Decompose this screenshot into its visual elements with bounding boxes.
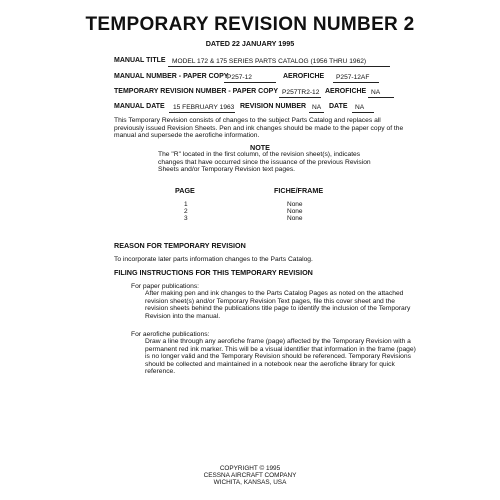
aerofiche-label: AEROFICHE bbox=[283, 73, 325, 80]
date-label: DATE bbox=[329, 103, 348, 110]
tr-aerofiche-label: AEROFICHE bbox=[325, 88, 367, 95]
aerofiche-underline bbox=[333, 82, 379, 83]
intro-paragraph: This Temporary Revision consists of changes to the subject Parts Catalog and replaces all previously issued Revision Sheets. Pen and ink changes should be made to the paper copy of the manual and supersede the aerofiche information. bbox=[114, 117, 404, 140]
filing-heading: FILING INSTRUCTIONS FOR THIS TEMPORARY REVISION bbox=[114, 268, 313, 277]
revision-number-value: NA bbox=[312, 103, 322, 111]
company-line: CESSNA AIRCRAFT COMPANY bbox=[203, 472, 297, 479]
manual-number-underline bbox=[224, 82, 276, 83]
tr-number-value: P257TR2-12 bbox=[282, 88, 320, 96]
document-title: TEMPORARY REVISION NUMBER 2 bbox=[85, 14, 415, 35]
manual-title-underline bbox=[168, 66, 390, 67]
tr-number-underline bbox=[279, 97, 321, 98]
aerofiche-value: P257-12AF bbox=[336, 73, 370, 81]
note-heading: NOTE bbox=[250, 143, 270, 152]
reason-heading: REASON FOR TEMPORARY REVISION bbox=[114, 241, 246, 250]
manual-date-value: 15 FEBRUARY 1963 bbox=[173, 103, 235, 111]
revision-number-label: REVISION NUMBER bbox=[240, 103, 307, 110]
tr-aerofiche-underline bbox=[368, 97, 394, 98]
table-row-page: 2 bbox=[184, 208, 188, 215]
paper-publications-heading: For paper publications: bbox=[131, 283, 200, 290]
aerofiche-publications-heading: For aerofiche publications: bbox=[131, 331, 210, 338]
table-row-fiche: None bbox=[287, 201, 303, 208]
dated-line: DATED 22 JANUARY 1995 bbox=[205, 39, 295, 48]
tr-number-label: TEMPORARY REVISION NUMBER - PAPER COPY bbox=[114, 88, 279, 95]
table-header-page: PAGE bbox=[175, 186, 195, 195]
table-row-page: 3 bbox=[184, 215, 188, 222]
reason-text: To incorporate later parts information changes to the Parts Catalog. bbox=[114, 256, 313, 263]
table-row-fiche: None bbox=[287, 215, 303, 222]
tr-aerofiche-value: NA bbox=[371, 88, 381, 96]
aerofiche-publications-text: Draw a line through any aerofiche frame (page) affected by the Temporary Revision with a permanent red ink marker. This will be a visual identifier that information in the frame (page) is no longer valid and the Temporary Revision should be referenced. Temporary Revisions should be collected and maintained in a notebook near the aerofiche library for quick reference. bbox=[145, 338, 416, 376]
table-row-fiche: None bbox=[287, 208, 303, 215]
paper-publications-text: After making pen and ink changes to the Parts Catalog Pages as noted on the attached revision sheet(s) and/or Temporary Revision Text pages, file this cover sheet and the revision sheets behind the publications title page to identify the inclusion of the Temporary Revision into the manual. bbox=[145, 290, 411, 320]
note-text: The "R" located in the first column, of the revision sheet(s), indicates changes that have occurred since the issuance of the previous Revision Sheets and/or Temporary Revision text pages. bbox=[158, 151, 371, 174]
table-row-page: 1 bbox=[184, 201, 188, 208]
location-line: WICHITA, KANSAS, USA bbox=[213, 479, 287, 486]
table-header-fiche: FICHE/FRAME bbox=[274, 186, 324, 195]
manual-title-value: MODEL 172 & 175 SERIES PARTS CATALOG (1956 THRU 1962) bbox=[172, 57, 367, 65]
manual-date-label: MANUAL DATE bbox=[114, 103, 165, 110]
manual-title-label: MANUAL TITLE bbox=[114, 57, 166, 64]
date-value: NA bbox=[355, 103, 365, 111]
date-underline bbox=[352, 112, 374, 113]
manual-date-underline bbox=[169, 112, 235, 113]
copyright-line: COPYRIGHT © 1995 bbox=[219, 465, 281, 472]
manual-number-value: P257-12 bbox=[227, 73, 252, 81]
manual-number-label: MANUAL NUMBER - PAPER COPY bbox=[114, 73, 229, 80]
revision-number-underline bbox=[309, 112, 324, 113]
